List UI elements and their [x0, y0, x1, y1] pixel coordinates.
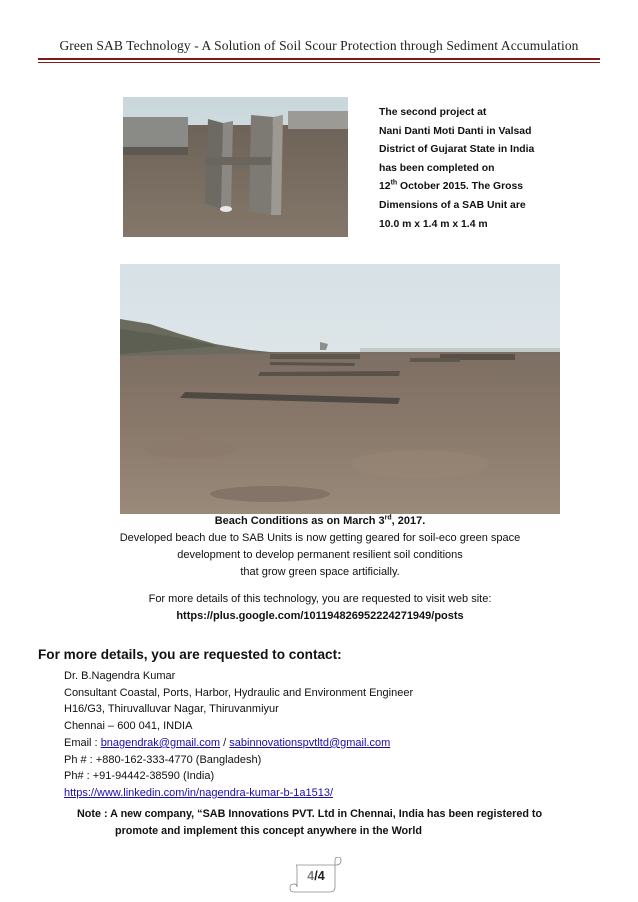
date-suffix: th [390, 179, 398, 187]
contact-address-1: H16/G3, Thiruvalluvar Nagar, Thiruvanmiyur [64, 703, 279, 716]
contact-details [64, 668, 413, 802]
note-block [77, 806, 542, 840]
date-rest: October 2015. The Gross [397, 181, 524, 193]
contact-email-line [64, 735, 413, 752]
project-date-line [379, 178, 589, 197]
date-day: 12 [379, 181, 391, 193]
caption-title-year: , 2017. [391, 515, 426, 527]
linkedin-link[interactable]: https://www.linkedin.com/in/nagendra-kumar-b-1a1513/ [64, 786, 334, 799]
header-rule-thin [38, 62, 600, 63]
page-number-text [288, 869, 344, 883]
note-line-1: Note : A new company, “SAB Innovations PVT. Ltd in Chennai, India has been registered to [77, 808, 543, 820]
contact-heading: For more details, you are requested to contact: [38, 647, 342, 662]
project-line: Nani Danti Moti Danti in Valsad [379, 125, 532, 137]
project-line: 10.0 m x 1.4 m x 1.4 m [379, 218, 488, 230]
email-link-2[interactable]: sabinnovationspvtltd@gmail.com [229, 736, 391, 749]
project-description [379, 104, 589, 234]
caption-title-sup: rd [384, 514, 392, 522]
email-separator: / [220, 736, 230, 749]
contact-phone-2: Ph# : +91-94442-38590 (India) [64, 770, 215, 783]
contact-name: Dr. B.Nagendra Kumar [64, 670, 176, 682]
sab-unit-photo [123, 97, 348, 237]
page-current: 4 [307, 869, 315, 883]
beach-caption-body [40, 530, 600, 580]
beach-caption-title [40, 513, 600, 530]
beach-conditions-photo [120, 264, 560, 514]
project-line: The second project at [379, 107, 487, 118]
header-rule [38, 58, 600, 60]
contact-role: Consultant Coastal, Ports, Harbor, Hydraulic and Environment Engineer [64, 686, 414, 699]
email-link-1[interactable]: bnagendrak@gmail.com [100, 736, 221, 749]
note-line-2: promote and implement this concept anywhere in the World [115, 825, 422, 837]
website-url[interactable]: https://plus.google.com/101194826952224271949/posts [176, 610, 464, 622]
caption-line: Developed beach due to SAB Units is now getting geared for soil-eco green space [119, 532, 521, 544]
caption-line: development to develop permanent resilient soil conditions [177, 548, 463, 561]
page-number [288, 857, 344, 893]
caption-title-text: Beach Conditions as on March 3 [214, 515, 385, 527]
project-line: has been completed on [379, 162, 495, 174]
caption-line: that grow green space artificially. [240, 565, 400, 578]
page-header-title: Green SAB Technology - A Solution of Soil Scour Protection through Sediment Accumulation [59, 38, 579, 53]
project-line: District of Gujarat State in India [379, 144, 535, 156]
contact-phone-1: Ph # : +880-162-333-4770 (Bangladesh) [64, 753, 262, 766]
more-details-line: For more details of this technology, you are requested to visit web site: [148, 593, 492, 605]
contact-address-2: Chennai – 600 041, INDIA [64, 720, 193, 733]
page-total: /4 [314, 869, 325, 883]
project-line: Dimensions of a SAB Unit are [379, 199, 526, 211]
email-label: Email : [64, 736, 101, 749]
